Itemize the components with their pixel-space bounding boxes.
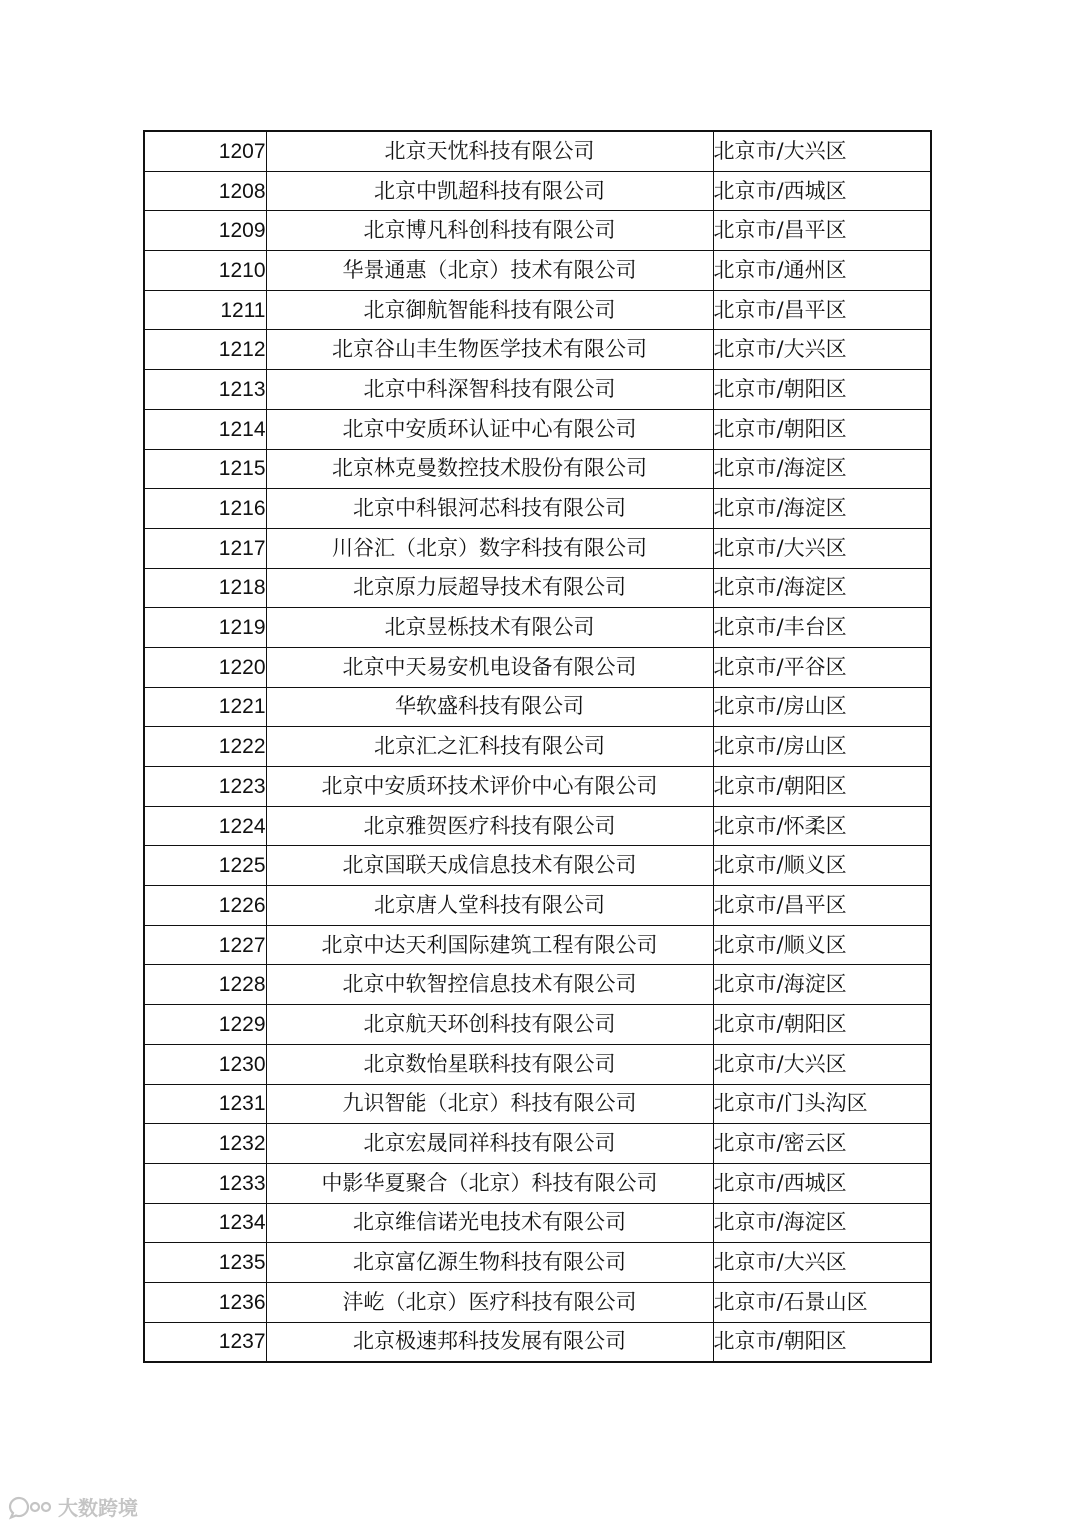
company-location: 北京市/大兴区 bbox=[713, 131, 931, 171]
company-location: 北京市/朝阳区 bbox=[713, 370, 931, 410]
company-location: 北京市/海淀区 bbox=[713, 965, 931, 1005]
company-name: 中影华夏聚合（北京）科技有限公司 bbox=[266, 1163, 713, 1203]
company-location: 北京市/昌平区 bbox=[713, 886, 931, 926]
company-name: 北京天忱科技有限公司 bbox=[266, 131, 713, 171]
row-number: 1215 bbox=[144, 449, 266, 489]
watermark-text: 大数跨境 bbox=[58, 1496, 138, 1520]
table-row bbox=[144, 1322, 931, 1362]
row-number: 1210 bbox=[144, 251, 266, 291]
table-row bbox=[144, 528, 931, 568]
table-row bbox=[144, 1163, 931, 1203]
company-name: 华景通惠（北京）技术有限公司 bbox=[266, 251, 713, 291]
row-number: 1232 bbox=[144, 1124, 266, 1164]
table-row bbox=[144, 290, 931, 330]
company-location: 北京市/海淀区 bbox=[713, 489, 931, 529]
company-name: 北京国联天成信息技术有限公司 bbox=[266, 846, 713, 886]
row-number: 1225 bbox=[144, 846, 266, 886]
table-row bbox=[144, 687, 931, 727]
company-location: 北京市/顺义区 bbox=[713, 846, 931, 886]
table-row bbox=[144, 171, 931, 211]
company-location: 北京市/门头沟区 bbox=[713, 1084, 931, 1124]
company-name: 北京中安质环认证中心有限公司 bbox=[266, 409, 713, 449]
table-row bbox=[144, 1282, 931, 1322]
company-name: 北京富亿源生物科技有限公司 bbox=[266, 1243, 713, 1283]
company-name: 北京中安质环技术评价中心有限公司 bbox=[266, 767, 713, 807]
company-location: 北京市/石景山区 bbox=[713, 1282, 931, 1322]
company-location: 北京市/大兴区 bbox=[713, 330, 931, 370]
row-number: 1233 bbox=[144, 1163, 266, 1203]
company-name: 九识智能（北京）科技有限公司 bbox=[266, 1084, 713, 1124]
company-name: 北京原力辰超导技术有限公司 bbox=[266, 568, 713, 608]
company-location: 北京市/怀柔区 bbox=[713, 806, 931, 846]
company-location: 北京市/海淀区 bbox=[713, 568, 931, 608]
table-row bbox=[144, 409, 931, 449]
company-name: 北京中达天利国际建筑工程有限公司 bbox=[266, 925, 713, 965]
company-name: 北京林克曼数控技术股份有限公司 bbox=[266, 449, 713, 489]
row-number: 1216 bbox=[144, 489, 266, 529]
table-row bbox=[144, 647, 931, 687]
company-name: 北京汇之汇科技有限公司 bbox=[266, 727, 713, 767]
table-row bbox=[144, 806, 931, 846]
row-number: 1236 bbox=[144, 1282, 266, 1322]
table-row bbox=[144, 886, 931, 926]
company-name: 北京中天易安机电设备有限公司 bbox=[266, 647, 713, 687]
row-number: 1219 bbox=[144, 608, 266, 648]
company-location: 北京市/平谷区 bbox=[713, 647, 931, 687]
row-number: 1228 bbox=[144, 965, 266, 1005]
table-body bbox=[144, 131, 931, 1362]
row-number: 1218 bbox=[144, 568, 266, 608]
row-number: 1214 bbox=[144, 409, 266, 449]
company-location: 北京市/朝阳区 bbox=[713, 767, 931, 807]
company-location: 北京市/房山区 bbox=[713, 727, 931, 767]
row-number: 1226 bbox=[144, 886, 266, 926]
company-name: 华软盛科技有限公司 bbox=[266, 687, 713, 727]
company-name: 北京雅贺医疗科技有限公司 bbox=[266, 806, 713, 846]
company-name: 北京御航智能科技有限公司 bbox=[266, 290, 713, 330]
company-name: 北京宏晟同祥科技有限公司 bbox=[266, 1124, 713, 1164]
company-name: 沣屹（北京）医疗科技有限公司 bbox=[266, 1282, 713, 1322]
company-location: 北京市/大兴区 bbox=[713, 1243, 931, 1283]
row-number: 1235 bbox=[144, 1243, 266, 1283]
company-location: 北京市/顺义区 bbox=[713, 925, 931, 965]
company-name: 北京极速邦科技发展有限公司 bbox=[266, 1322, 713, 1362]
company-location: 北京市/朝阳区 bbox=[713, 409, 931, 449]
row-number: 1211 bbox=[144, 290, 266, 330]
row-number: 1234 bbox=[144, 1203, 266, 1243]
row-number: 1230 bbox=[144, 1044, 266, 1084]
company-name: 北京中科深智科技有限公司 bbox=[266, 370, 713, 410]
table-row bbox=[144, 131, 931, 171]
table-row bbox=[144, 608, 931, 648]
company-name: 北京昱栎技术有限公司 bbox=[266, 608, 713, 648]
company-name: 北京数怡星联科技有限公司 bbox=[266, 1044, 713, 1084]
row-number: 1208 bbox=[144, 171, 266, 211]
company-name: 北京中科银河芯科技有限公司 bbox=[266, 489, 713, 529]
row-number: 1231 bbox=[144, 1084, 266, 1124]
table-row bbox=[144, 1005, 931, 1045]
table-row bbox=[144, 727, 931, 767]
table-row bbox=[144, 1124, 931, 1164]
row-number: 1213 bbox=[144, 370, 266, 410]
company-name: 北京博凡科创科技有限公司 bbox=[266, 211, 713, 251]
table-row bbox=[144, 767, 931, 807]
row-number: 1229 bbox=[144, 1005, 266, 1045]
table-row bbox=[144, 1203, 931, 1243]
company-location: 北京市/朝阳区 bbox=[713, 1322, 931, 1362]
row-number: 1212 bbox=[144, 330, 266, 370]
company-location: 北京市/密云区 bbox=[713, 1124, 931, 1164]
company-location: 北京市/西城区 bbox=[713, 171, 931, 211]
table-row bbox=[144, 211, 931, 251]
table-row bbox=[144, 846, 931, 886]
company-location: 北京市/大兴区 bbox=[713, 528, 931, 568]
company-location: 北京市/海淀区 bbox=[713, 449, 931, 489]
company-name: 川谷汇（北京）数字科技有限公司 bbox=[266, 528, 713, 568]
table-row bbox=[144, 449, 931, 489]
row-number: 1222 bbox=[144, 727, 266, 767]
row-number: 1223 bbox=[144, 767, 266, 807]
company-name: 北京航天环创科技有限公司 bbox=[266, 1005, 713, 1045]
row-number: 1237 bbox=[144, 1322, 266, 1362]
table-row bbox=[144, 1044, 931, 1084]
table-row bbox=[144, 1084, 931, 1124]
table-row bbox=[144, 925, 931, 965]
company-location: 北京市/海淀区 bbox=[713, 1203, 931, 1243]
company-name: 北京维信诺光电技术有限公司 bbox=[266, 1203, 713, 1243]
company-name: 北京唐人堂科技有限公司 bbox=[266, 886, 713, 926]
company-location: 北京市/通州区 bbox=[713, 251, 931, 291]
company-location: 北京市/丰台区 bbox=[713, 608, 931, 648]
row-number: 1227 bbox=[144, 925, 266, 965]
row-number: 1224 bbox=[144, 806, 266, 846]
table-row bbox=[144, 489, 931, 529]
row-number: 1217 bbox=[144, 528, 266, 568]
company-location: 北京市/朝阳区 bbox=[713, 1005, 931, 1045]
company-list-table bbox=[143, 130, 932, 1363]
company-name: 北京中软智控信息技术有限公司 bbox=[266, 965, 713, 1005]
row-number: 1220 bbox=[144, 647, 266, 687]
company-name: 北京谷山丰生物医学技术有限公司 bbox=[266, 330, 713, 370]
company-name: 北京中凯超科技有限公司 bbox=[266, 171, 713, 211]
watermark bbox=[6, 1492, 138, 1521]
chat-bubble-logo-icon bbox=[6, 1494, 52, 1520]
table-row bbox=[144, 568, 931, 608]
company-location: 北京市/昌平区 bbox=[713, 290, 931, 330]
company-location: 北京市/房山区 bbox=[713, 687, 931, 727]
row-number: 1207 bbox=[144, 131, 266, 171]
row-number: 1221 bbox=[144, 687, 266, 727]
table-row bbox=[144, 1243, 931, 1283]
table-row bbox=[144, 965, 931, 1005]
row-number: 1209 bbox=[144, 211, 266, 251]
table-row bbox=[144, 370, 931, 410]
company-location: 北京市/西城区 bbox=[713, 1163, 931, 1203]
table-row bbox=[144, 251, 931, 291]
company-location: 北京市/大兴区 bbox=[713, 1044, 931, 1084]
table-row bbox=[144, 330, 931, 370]
company-location: 北京市/昌平区 bbox=[713, 211, 931, 251]
